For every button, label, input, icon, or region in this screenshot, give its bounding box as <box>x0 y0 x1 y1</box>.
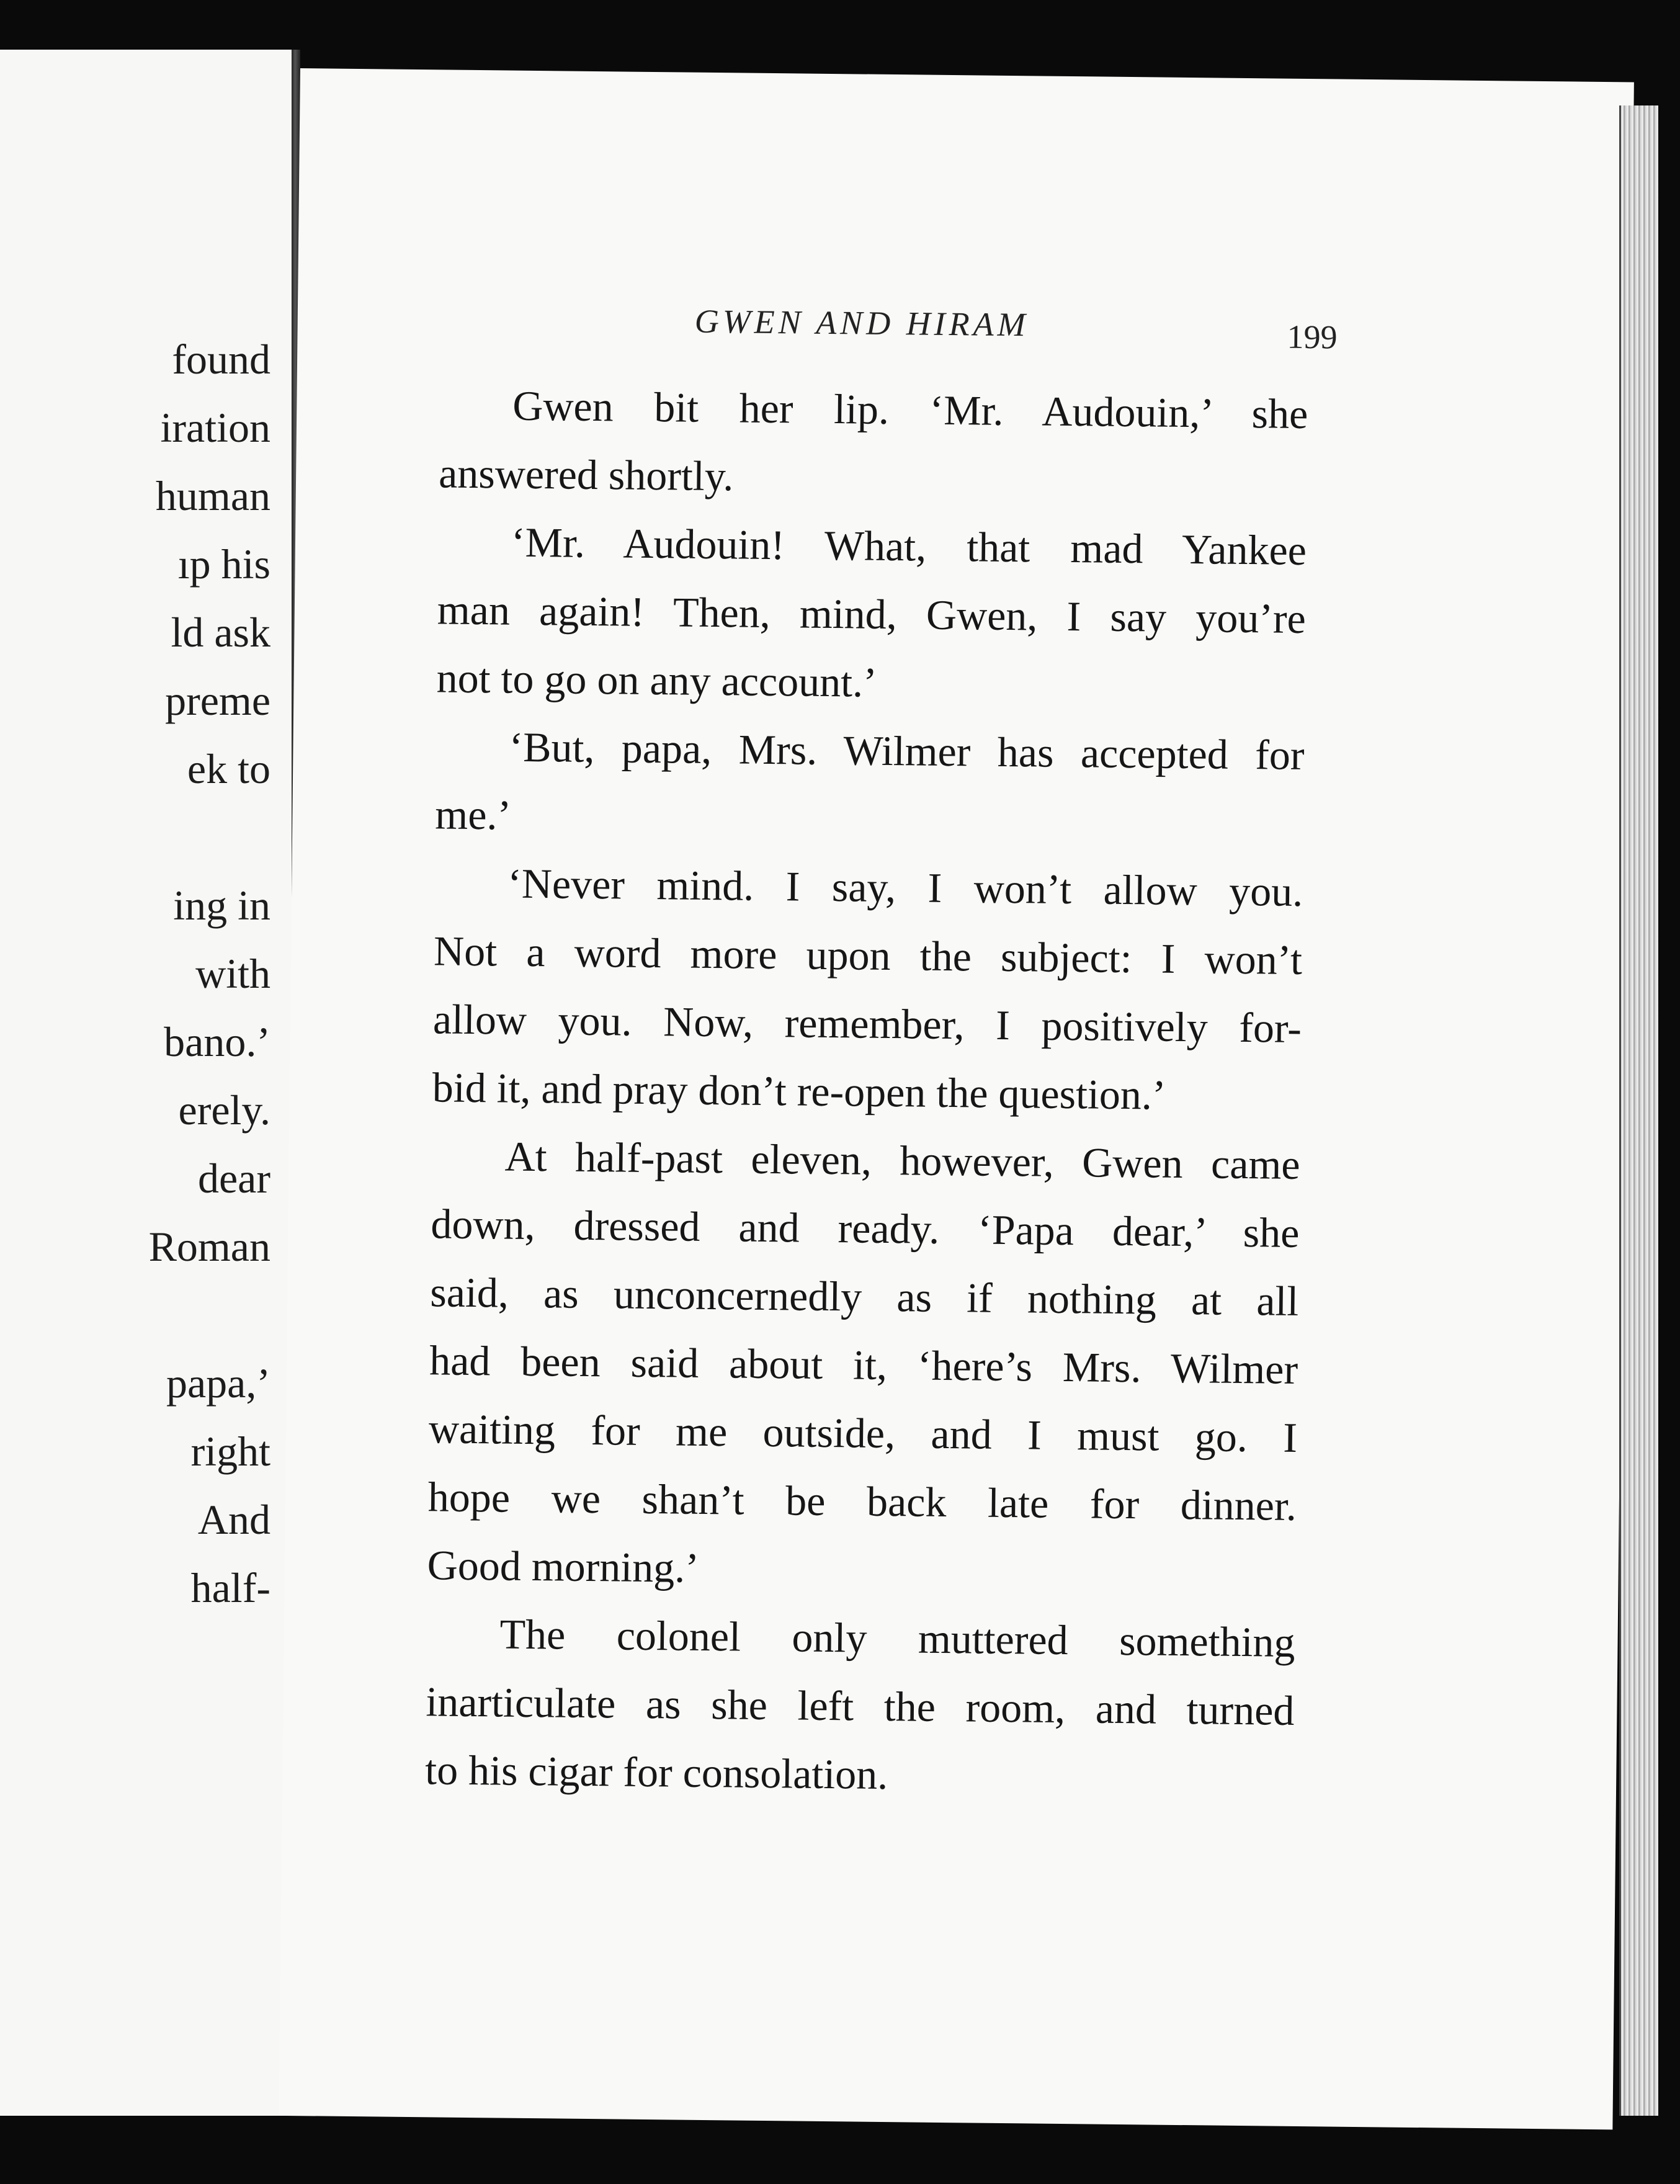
text-line: bid it, and pray don’t re-open the question.’ <box>432 1063 1166 1119</box>
left-page-line: papa,’ <box>166 1359 270 1407</box>
text-line: me.’ <box>435 790 512 839</box>
text-line: to his cigar for consolation. <box>424 1746 888 1799</box>
text-line: ‘But, papa, Mrs. Wilmer has accepted for <box>509 723 1305 779</box>
left-page-line: Roman <box>148 1223 270 1270</box>
text-line: Gwen bit her lip. ‘Mr. Audouin,’ she <box>512 382 1308 438</box>
text-line: waiting for me outside, and I must go. I <box>428 1405 1298 1461</box>
page-edges <box>1619 105 1658 2116</box>
text-line: Good morning.’ <box>427 1541 700 1591</box>
left-page-line: ıp his <box>177 540 270 588</box>
text-line: inarticulate as she left the room, and turned <box>426 1678 1295 1734</box>
left-page-line: with <box>195 950 270 997</box>
left-page-line: ld ask <box>171 609 270 656</box>
text-line: ‘Never mind. I say, I won’t allow you. <box>507 859 1303 915</box>
left-page-line: right <box>190 1428 270 1475</box>
running-head: GWEN AND HIRAM <box>694 302 1030 344</box>
left-page-line: And <box>197 1496 270 1543</box>
text-line: said, as unconcernedly as if nothing at all <box>429 1268 1299 1325</box>
text-line: allow you. Now, remember, I positively for- <box>432 995 1302 1052</box>
text-line: not to go on any account.’ <box>436 654 878 706</box>
text-line: answered shortly. <box>438 449 734 500</box>
text-line: ‘Mr. Audouin! What, that mad Yankee <box>511 518 1307 575</box>
page-body-text <box>425 370 1308 1813</box>
left-page-line: bano.’ <box>164 1018 270 1065</box>
left-page-line: dear <box>197 1155 270 1202</box>
left-page-line: half- <box>190 1564 270 1611</box>
text-line: The colonel only muttered something <box>499 1610 1295 1666</box>
left-page-line: preme <box>165 677 270 724</box>
text-line: had been said about it, ‘here’s Mrs. Wilmer <box>429 1336 1298 1393</box>
text-line: down, dressed and ready. ‘Papa dear,’ she <box>431 1200 1300 1256</box>
left-page-line: ing in <box>173 882 270 929</box>
page-number: 199 <box>1287 318 1338 356</box>
text-line: At half-past eleven, however, Gwen came <box>504 1132 1300 1188</box>
left-page-line: found <box>172 336 270 383</box>
left-page-line: human <box>155 472 270 519</box>
left-page-line: iration <box>160 404 270 451</box>
right-page <box>279 68 1633 2129</box>
left-page-line: ek to <box>187 745 270 792</box>
text-line: hope we shan’t be back late for dinner. <box>427 1473 1297 1529</box>
left-page <box>0 50 298 2116</box>
left-page-line: erely. <box>178 1086 270 1134</box>
text-line: Not a word more upon the subject: I won’t <box>433 927 1303 983</box>
text-line: man again! Then, mind, Gwen, I say you’re <box>437 586 1307 643</box>
